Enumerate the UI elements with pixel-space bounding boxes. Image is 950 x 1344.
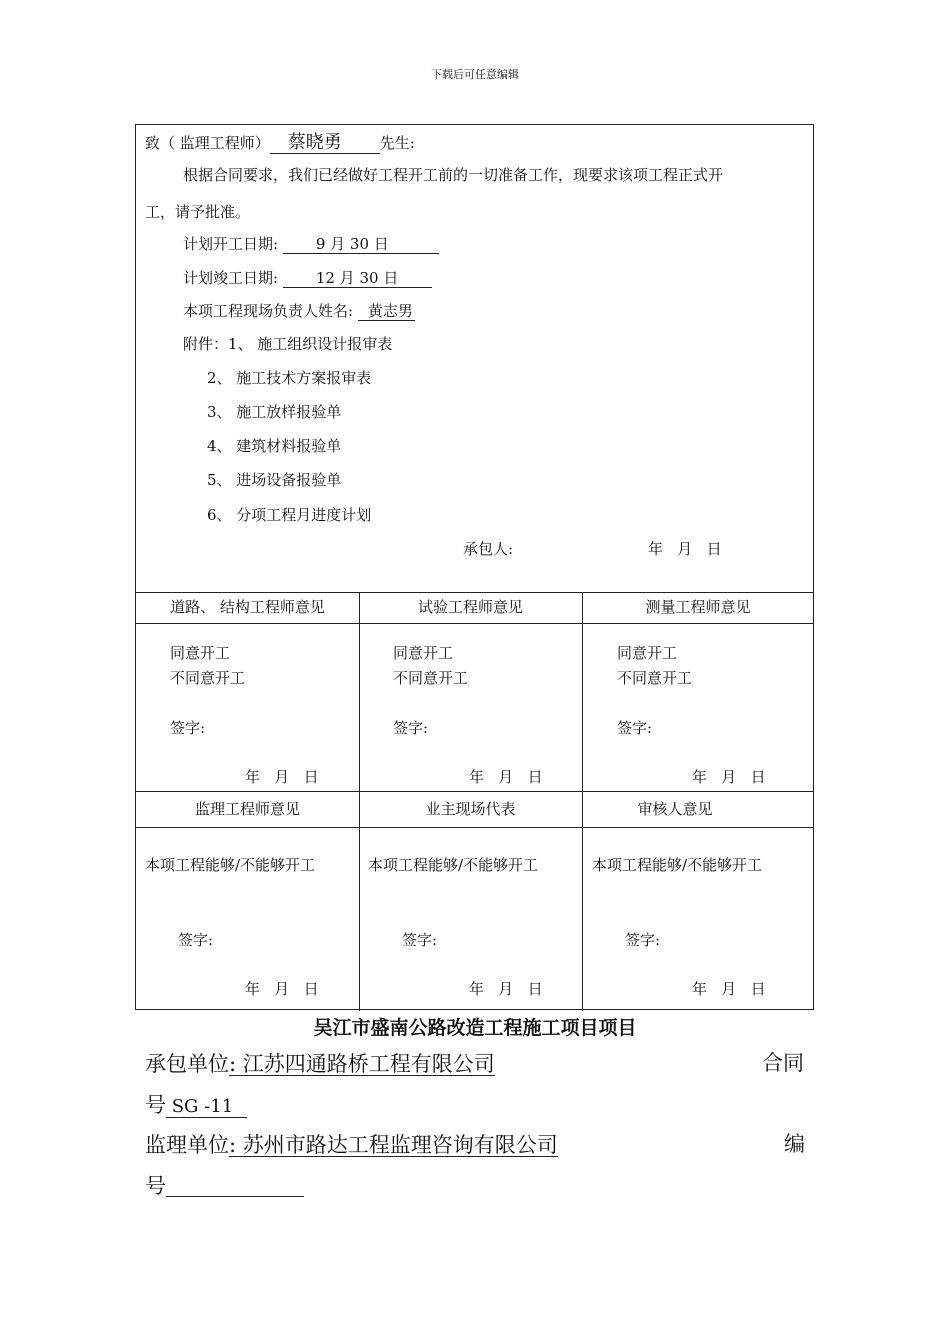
contractor-unit-label: 承包单位 bbox=[145, 1052, 229, 1076]
contractor-date: 年 月 日 bbox=[648, 540, 722, 558]
disagree-option: 不同意开工 bbox=[617, 669, 693, 687]
serial-no-label-part2: 号 bbox=[145, 1174, 166, 1198]
divider bbox=[136, 827, 813, 828]
site-manager-value: 黄志男 bbox=[358, 304, 415, 321]
signature-label: 签字: bbox=[178, 931, 214, 949]
request-text-line2: 工，请予批准。 bbox=[145, 203, 251, 221]
opinion-date: 年 月 日 bbox=[469, 768, 543, 786]
disagree-option: 不同意开工 bbox=[393, 669, 469, 687]
opinion-date: 年 月 日 bbox=[469, 980, 543, 998]
planned-start-label: 计划开工日期: bbox=[183, 235, 279, 253]
supervisor-unit-value: : 苏州市路达工程监理咨询有限公司 bbox=[229, 1133, 558, 1157]
header-owner-representative: 业主现场代表 bbox=[425, 800, 516, 818]
attachment-item: 6、 分项工程月进度计划 bbox=[207, 506, 372, 524]
divider bbox=[136, 592, 813, 593]
contract-no-label-part1: 合同 bbox=[762, 1051, 804, 1075]
header-road-structure-engineer: 道路、 结构工程师意见 bbox=[170, 598, 325, 616]
agree-option: 同意开工 bbox=[170, 644, 231, 662]
signature-label: 签字: bbox=[625, 931, 661, 949]
contractor-unit-line bbox=[145, 1053, 495, 1076]
contractor-label: 承包人: bbox=[463, 540, 514, 558]
signature-label: 签字: bbox=[617, 719, 653, 737]
divider bbox=[136, 623, 813, 624]
site-manager-row bbox=[183, 304, 415, 321]
approval-form-table bbox=[135, 124, 814, 1010]
opinion-date: 年 月 日 bbox=[245, 768, 319, 786]
site-manager-label: 本项工程现场负责人姓名: bbox=[183, 302, 354, 320]
supervisor-unit-label: 监理单位 bbox=[145, 1133, 229, 1157]
header-reviewer: 审核人意见 bbox=[637, 800, 713, 818]
header-supervisor-engineer: 监理工程师意见 bbox=[194, 800, 300, 818]
contract-no-label-part2: 号 bbox=[145, 1093, 166, 1117]
signature-label: 签字: bbox=[393, 719, 429, 737]
agree-option: 同意开工 bbox=[617, 644, 678, 662]
opinion-date: 年 月 日 bbox=[692, 980, 766, 998]
addressee-prefix: 致（ 监理工程师） bbox=[145, 134, 270, 152]
divider bbox=[136, 791, 813, 792]
addressee-suffix: 先生: bbox=[379, 134, 415, 152]
project-title: 吴江市盛南公路改造工程施工项目项目 bbox=[313, 1017, 637, 1039]
attachment-item: 附件：1、 施工组织设计报审表 bbox=[183, 335, 393, 353]
header-note: 下载后可任意编辑 bbox=[431, 68, 519, 81]
attachment-item: 5、 进场设备报验单 bbox=[207, 471, 342, 489]
engineer-name: 蔡晓勇 bbox=[270, 134, 380, 154]
start-statement: 本项工程能够/不能够开工 bbox=[145, 856, 316, 874]
attachment-item: 4、 建筑材料报验单 bbox=[207, 437, 342, 455]
contract-no-value: SG -11 bbox=[166, 1098, 247, 1118]
serial-no-label-part1: 编 bbox=[784, 1132, 805, 1156]
supervisor-unit-line bbox=[145, 1134, 558, 1157]
start-statement: 本项工程能够/不能够开工 bbox=[368, 856, 539, 874]
opinion-date: 年 月 日 bbox=[245, 980, 319, 998]
disagree-option: 不同意开工 bbox=[170, 669, 246, 687]
contractor-unit-value: : 江苏四通路桥工程有限公司 bbox=[229, 1052, 495, 1076]
attachment-item: 2、 施工技术方案报审表 bbox=[207, 369, 372, 387]
planned-end-row bbox=[183, 271, 432, 288]
opinion-date: 年 月 日 bbox=[692, 768, 766, 786]
contract-no-line bbox=[145, 1095, 247, 1118]
serial-no-blank bbox=[166, 1176, 304, 1197]
planned-start-row bbox=[183, 237, 439, 254]
signature-label: 签字: bbox=[170, 719, 206, 737]
planned-end-label: 计划竣工日期: bbox=[183, 269, 279, 287]
request-text-line1: 根据合同要求，我们已经做好工程开工前的一切准备工作，现要求该项工程正式开 bbox=[183, 166, 724, 184]
header-survey-engineer: 测量工程师意见 bbox=[645, 598, 751, 616]
planned-start-value: 9 月 30 日 bbox=[283, 237, 439, 254]
agree-option: 同意开工 bbox=[393, 644, 454, 662]
start-statement: 本项工程能够/不能够开工 bbox=[592, 856, 763, 874]
serial-no-line bbox=[145, 1176, 304, 1197]
addressee-line bbox=[145, 134, 415, 154]
header-test-engineer: 试验工程师意见 bbox=[417, 598, 523, 616]
planned-end-value: 12 月 30 日 bbox=[283, 271, 432, 288]
signature-label: 签字: bbox=[402, 931, 438, 949]
attachment-item: 3、 施工放样报验单 bbox=[207, 403, 342, 421]
